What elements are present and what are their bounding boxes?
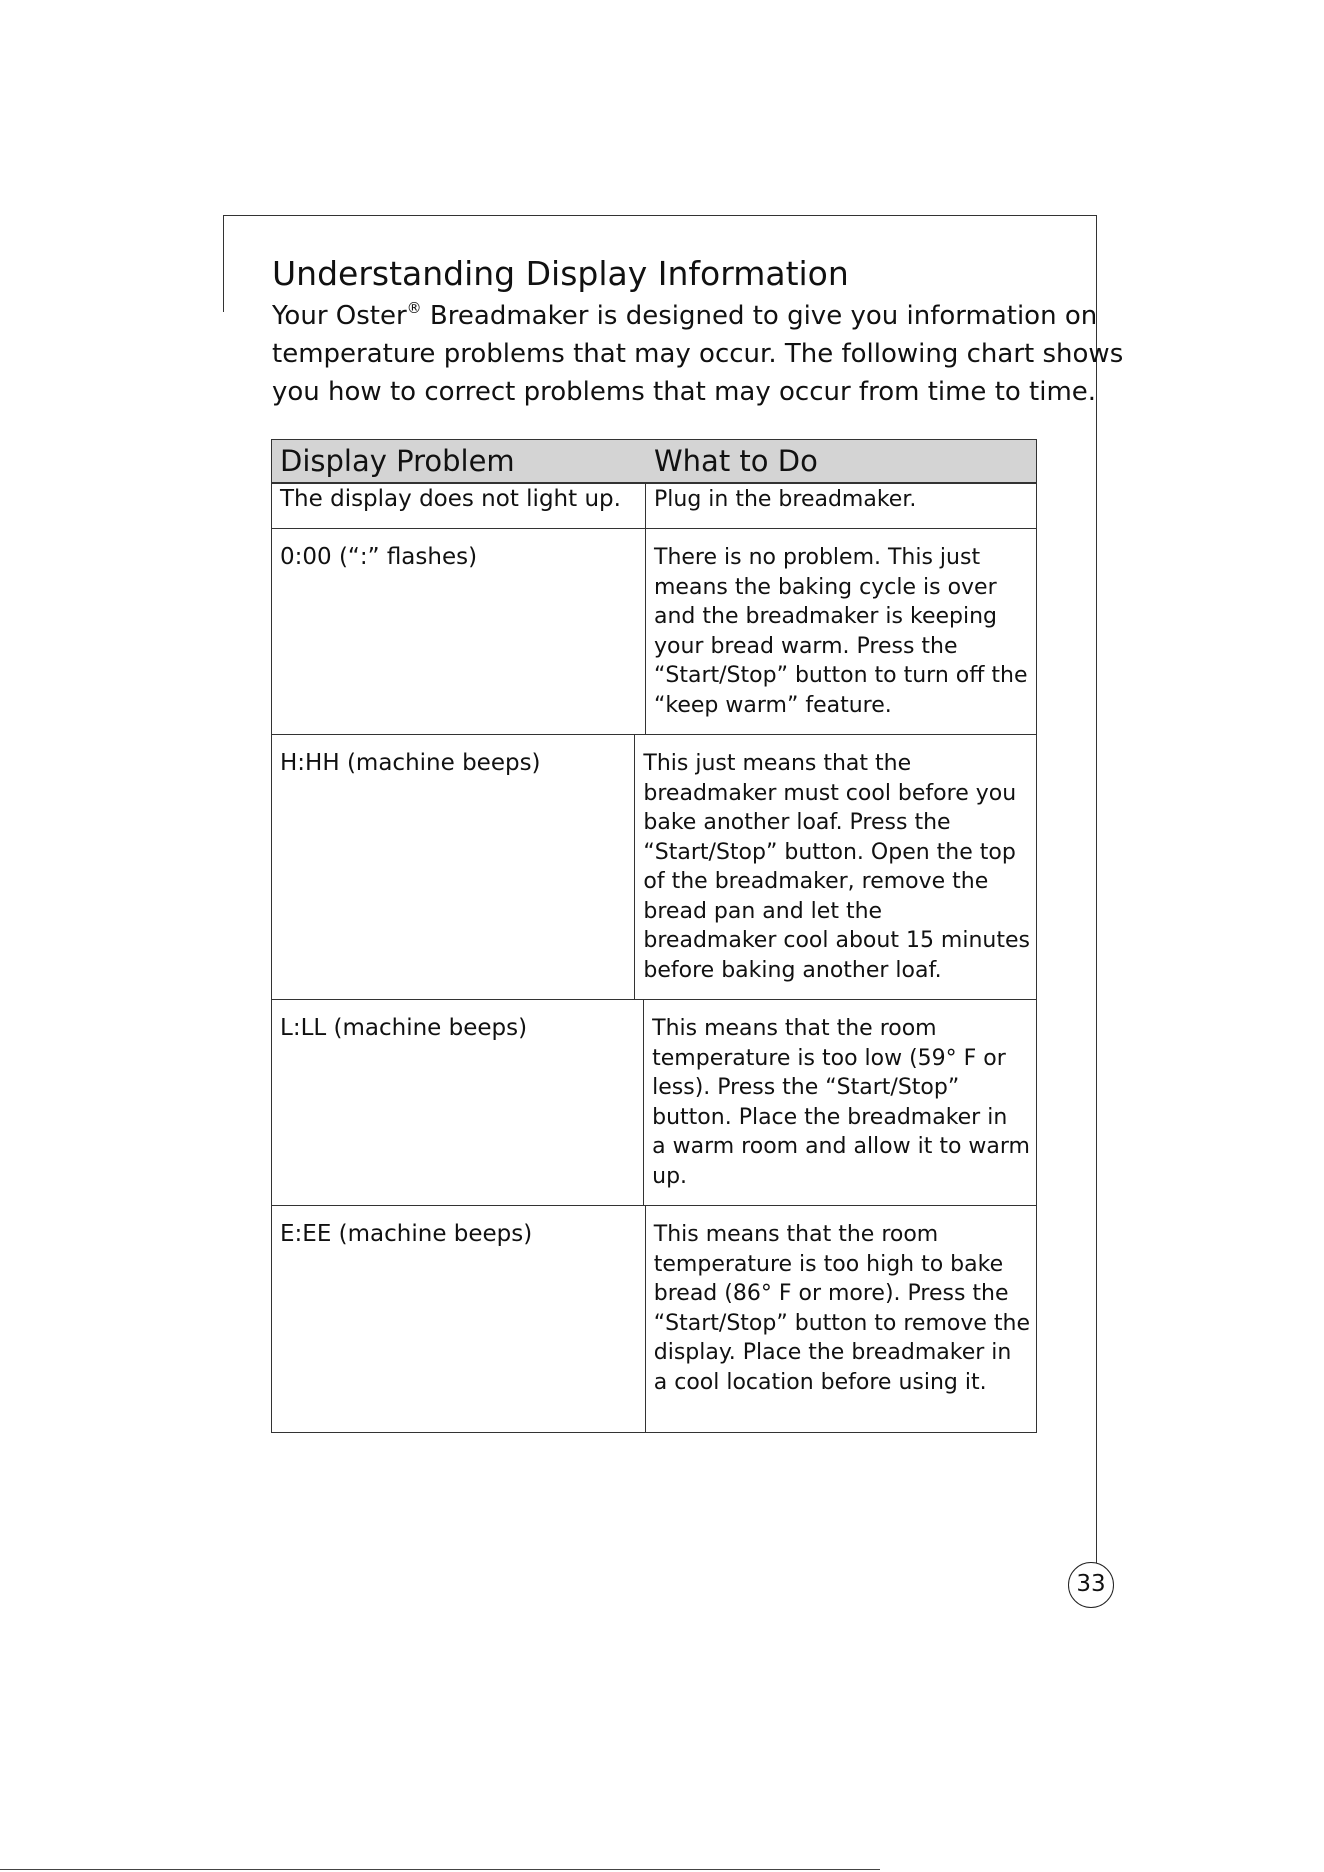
action-line: button. Place the breadmaker in bbox=[652, 1104, 1008, 1130]
table-row bbox=[272, 1205, 1036, 1432]
intro-line-3: you how to correct problems that may occur from time to time. bbox=[272, 377, 1097, 407]
registered-mark: ® bbox=[406, 299, 422, 317]
problem-cell bbox=[272, 1206, 646, 1432]
action-cell bbox=[646, 529, 1036, 734]
action-line: This just means that the bbox=[643, 751, 912, 776]
action-line: before baking another loaf. bbox=[643, 957, 942, 983]
action-line: “Start/Stop” button. Open the top bbox=[643, 839, 1016, 865]
table-row bbox=[272, 484, 1036, 528]
page-title: Understanding Display Information bbox=[272, 254, 849, 293]
action-cell bbox=[644, 1000, 1036, 1205]
action-line: This means that the room bbox=[652, 1016, 937, 1041]
intro-line-2: temperature problems that may occur. The following chart shows bbox=[272, 339, 1124, 369]
header-what-to-do: What to Do bbox=[654, 444, 818, 478]
action-cell bbox=[646, 484, 1036, 528]
problem-text: H:HH (machine beeps) bbox=[280, 750, 541, 776]
problem-text: L:LL (machine beeps) bbox=[280, 1015, 528, 1041]
problem-cell bbox=[272, 735, 635, 999]
table-row bbox=[272, 999, 1036, 1205]
action-line: There is no problem. This just bbox=[654, 545, 981, 570]
intro-line-1 bbox=[272, 297, 1098, 335]
action-line: of the breadmaker, remove the bbox=[643, 869, 989, 894]
page-number: 33 bbox=[1068, 1562, 1114, 1608]
intro-line-1-start: Your Oster bbox=[272, 301, 407, 331]
action-line: bread pan and let the bbox=[643, 898, 883, 924]
action-line: less). Press the “Start/Stop” bbox=[652, 1075, 960, 1100]
action-line: temperature is too high to bake bbox=[653, 1251, 1004, 1277]
action-line: temperature is too low (59° F or bbox=[652, 1045, 1006, 1071]
action-line: breadmaker must cool before you bbox=[643, 780, 1017, 806]
action-line: Plug in the breadmaker. bbox=[654, 487, 917, 512]
problem-text: E:EE (machine beeps) bbox=[280, 1221, 533, 1247]
action-line: bake another loaf. Press the bbox=[643, 810, 951, 835]
problem-cell bbox=[272, 1000, 644, 1205]
problem-text: 0:00 (“:” flashes) bbox=[280, 544, 478, 570]
action-line: breadmaker cool about 15 minutes bbox=[643, 928, 1030, 953]
action-line: a cool location before using it. bbox=[653, 1369, 987, 1395]
action-cell bbox=[635, 735, 1036, 999]
table-row bbox=[272, 734, 1036, 999]
frame-right-rule bbox=[1096, 215, 1097, 1587]
intro-line-1-end: Breadmaker is designed to give you information on bbox=[421, 301, 1098, 331]
action-line: “keep warm” feature. bbox=[654, 692, 892, 718]
problem-text: The display does not light up. bbox=[280, 486, 621, 512]
action-line: “Start/Stop” button to remove the bbox=[653, 1310, 1030, 1336]
action-line: your bread warm. Press the bbox=[654, 633, 958, 659]
action-line: This means that the room bbox=[653, 1222, 939, 1247]
intro-paragraph bbox=[272, 297, 1124, 411]
action-line: and the breadmaker is keeping bbox=[654, 604, 998, 629]
header-display-problem: Display Problem bbox=[280, 444, 515, 478]
action-line: a warm room and allow it to warm bbox=[652, 1134, 1030, 1159]
action-cell bbox=[646, 1206, 1036, 1432]
display-problem-table bbox=[271, 439, 1037, 1433]
action-line: display. Place the breadmaker in bbox=[653, 1340, 1012, 1365]
table-row bbox=[272, 528, 1036, 734]
action-line: up. bbox=[652, 1163, 688, 1189]
frame-top-rule bbox=[223, 215, 1097, 216]
table-header-row bbox=[272, 440, 1036, 484]
problem-cell bbox=[272, 529, 646, 734]
action-line: means the baking cycle is over bbox=[654, 574, 997, 600]
action-line: bread (86° F or more). Press the bbox=[653, 1281, 1009, 1306]
problem-cell bbox=[272, 484, 646, 528]
action-line: “Start/Stop” button to turn off the bbox=[654, 663, 1028, 688]
bottom-rule bbox=[0, 1869, 880, 1870]
frame-left-rule bbox=[223, 215, 224, 312]
